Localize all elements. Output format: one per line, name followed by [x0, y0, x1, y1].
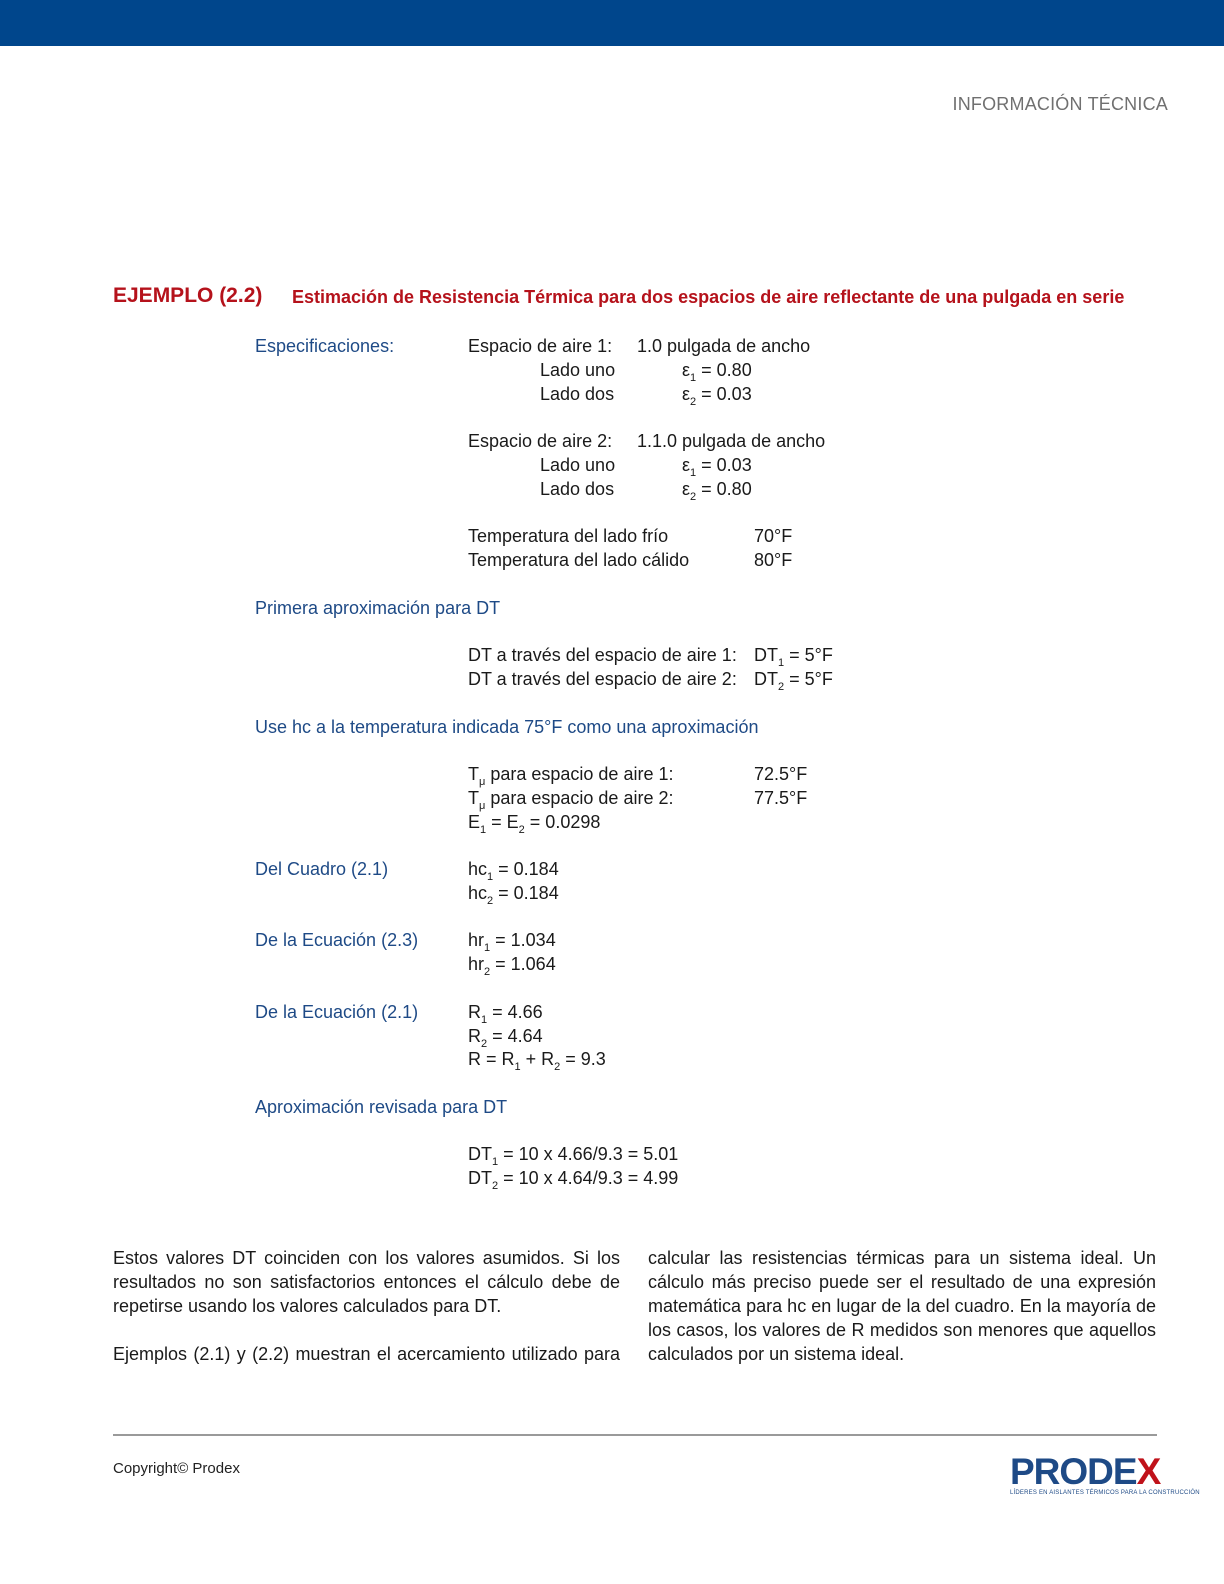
prodex-logo [1010, 1451, 1200, 1496]
air2-label: Espacio de aire 2: [468, 431, 613, 451]
tmu-row2-value: 77.5°F [754, 788, 808, 808]
logo-wordmark: PRODEX [1010, 1451, 1161, 1492]
hc-approx-label: Use hc a la temperatura indicada 75°F como una aproximación [255, 717, 759, 737]
cold-side-value: 70°F [754, 526, 793, 546]
example-number: EJEMPLO (2.2) [113, 284, 263, 307]
footer-divider [113, 1434, 1157, 1436]
ecuacion-23-label: De la Ecuación (2.3) [255, 930, 419, 950]
air2-side2: Lado dos [540, 479, 615, 499]
warm-side-value: 80°F [754, 550, 793, 570]
dt-row1-value: $DT_1 = 5^\circ F$ [754, 645, 833, 669]
dt2-revised: $DT_2 = 10$ x 4.64/9.3 = 4.99 [468, 1168, 679, 1192]
revised-approx-label: Aproximación revisada para DT [255, 1097, 508, 1117]
body-col2-para: calcular las resistencias térmicas para un sistema ideal. Un cálculo más preciso puede ser el resultado de una expresión matemática para hc en lugar de la del cuadro. En la mayoría de los casos, los valores de R medidos son menores que aquellos calculados por un sistema ideal. [648, 1248, 1156, 1364]
hc1-value: $hc_1 = 0.184$ [468, 859, 559, 883]
specs-label: Especificaciones: [255, 336, 395, 356]
r-total-value: $R = R_1 + R_2 = 9.3$ [468, 1049, 606, 1073]
logo-tagline: LÍDERES EN AISLANTES TÉRMICOS PARA LA CONSTRUCCIÓN [1010, 1490, 1200, 1496]
tmu-row1-label: $T_\mu$ para espacio de aire 1: [468, 764, 674, 788]
warm-side-label: Temperatura del lado cálido [468, 550, 690, 570]
body-col1-para1: Estos valores DT coinciden con los valores asumidos. Si los resultados no son satisfactorios entonces el cálculo debe de repetirse usando los valores calculados para DT. [113, 1248, 620, 1316]
air2-eps1: $\varepsilon_1 = 0.03$ [682, 455, 752, 479]
dt-row2-label: DT a través del espacio de aire 2: [468, 669, 737, 689]
dt-row2-value: $DT_2 = 5^\circ F$ [754, 669, 833, 693]
air2-eps2: $\varepsilon_2 = 0.80$ [682, 479, 752, 503]
hr2-value: $hr_2 = 1.064$ [468, 954, 556, 978]
air2-width: 1.1.0 pulgada de ancho [637, 431, 826, 451]
cuadro-label: Del Cuadro (2.1) [255, 859, 389, 879]
dt-row1-label: DT a través del espacio de aire 1: [468, 645, 737, 665]
copyright: Copyright© Prodex [113, 1460, 240, 1477]
tmu-row1-value: 72.5°F [754, 764, 808, 784]
example-title: Estimación de Resistencia Térmica para dos espacios de aire reflectante de una pulgada en serie [292, 287, 1125, 307]
top-banner [0, 0, 1224, 46]
hr1-value: $hr_1 = 1.034$ [468, 930, 556, 954]
air1-side1: Lado uno [540, 360, 616, 380]
section-label: INFORMACIÓN TÉCNICA [952, 94, 1168, 114]
air1-eps1: $\varepsilon_1 = 0.80$ [682, 360, 752, 384]
body-col1-para2: Ejemplos (2.1) y (2.2) muestran el acercamiento utilizado para [113, 1344, 620, 1364]
cold-side-label: Temperatura del lado frío [468, 526, 669, 546]
air2-side1: Lado uno [540, 455, 616, 475]
air1-side2: Lado dos [540, 384, 615, 404]
air1-label: Espacio de aire 1: [468, 336, 613, 356]
first-approx-label: Primera aproximación para DT [255, 598, 501, 618]
dt1-revised: $DT_1 = 10$ x 4.66/9.3 = 5.01 [468, 1144, 679, 1168]
hc2-value: $hc_2 = 0.184$ [468, 883, 559, 907]
r2-value: $R_2 = 4.64$ [468, 1026, 543, 1050]
ecuacion-21-label: De la Ecuación (2.1) [255, 1002, 419, 1022]
air1-width: 1.0 pulgada de ancho [637, 336, 811, 356]
air1-eps2: $\varepsilon_2 = 0.03$ [682, 384, 752, 408]
tmu-row2-label: $T_\mu$ para espacio de aire 2: [468, 788, 674, 812]
r1-value: $R_1 = 4.66$ [468, 1002, 543, 1026]
emissivity-equation: $E_1 = E_2 = 0.0298$ [468, 812, 601, 836]
